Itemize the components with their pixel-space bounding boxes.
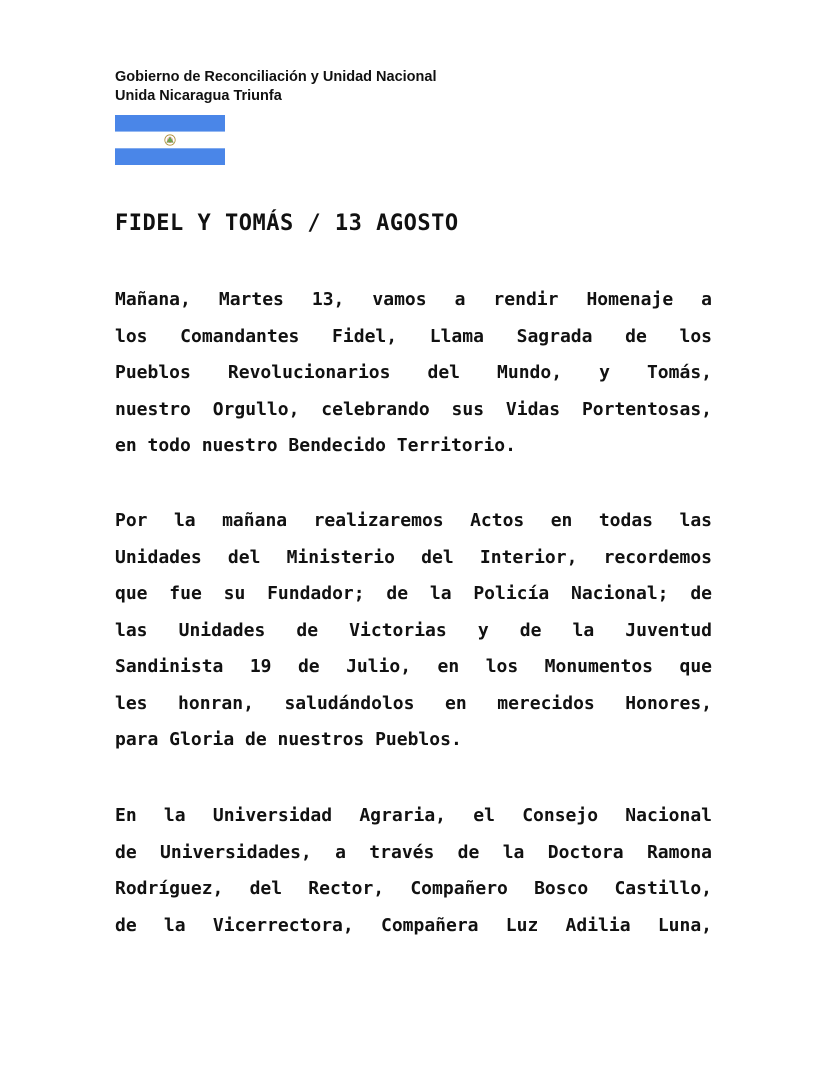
paragraph-line: nuestro Orgullo, celebrando sus Vidas Portentosas,: [115, 398, 712, 420]
letterhead-line-slogan: Unida Nicaragua Triunfa: [115, 88, 282, 104]
paragraph-line: Por la mañana realizaremos Actos en todas las: [115, 510, 712, 531]
paragraph-line: les honran, saludándolos en merecidos Honores,: [115, 692, 712, 714]
paragraph-3: [115, 798, 712, 944]
paragraph-line: en todo nuestro Bendecido Territorio.: [115, 435, 516, 456]
paragraph-2: [115, 503, 712, 759]
nicaragua-flag-icon: [115, 115, 225, 165]
paragraph-line: Rodríguez, del Rector, Compañero Bosco Castillo,: [115, 878, 712, 899]
paragraph-line: que fue su Fundador; de la Policía Nacional; de: [115, 583, 712, 604]
document-title: FIDEL Y TOMÁS / 13 AGOSTO: [115, 211, 459, 236]
paragraph-line: las Unidades de Victorias y de la Juventud: [115, 619, 712, 641]
paragraph-line: Unidades del Ministerio del Interior, recordemos: [115, 546, 712, 568]
paragraph-line: Sandinista 19 de Julio, en los Monumentos que: [115, 656, 712, 677]
letterhead: [115, 68, 436, 106]
paragraph-line: los Comandantes Fidel, Llama Sagrada de los: [115, 325, 712, 347]
letterhead-line-government: Gobierno de Reconciliación y Unidad Nacional: [115, 69, 437, 85]
paragraph-line: En la Universidad Agraria, el Consejo Nacional: [115, 805, 712, 826]
paragraph-line: Mañana, Martes 13, vamos a rendir Homenaje a: [115, 289, 712, 310]
paragraph-line: de la Vicerrectora, Compañera Luz Adilia Luna,: [115, 914, 712, 936]
paragraph-line: Pueblos Revolucionarios del Mundo, y Tomás,: [115, 362, 712, 383]
paragraph-1: [115, 282, 712, 465]
paragraph-line: para Gloria de nuestros Pueblos.: [115, 729, 462, 750]
paragraph-line: de Universidades, a través de la Doctora Ramona: [115, 841, 712, 863]
